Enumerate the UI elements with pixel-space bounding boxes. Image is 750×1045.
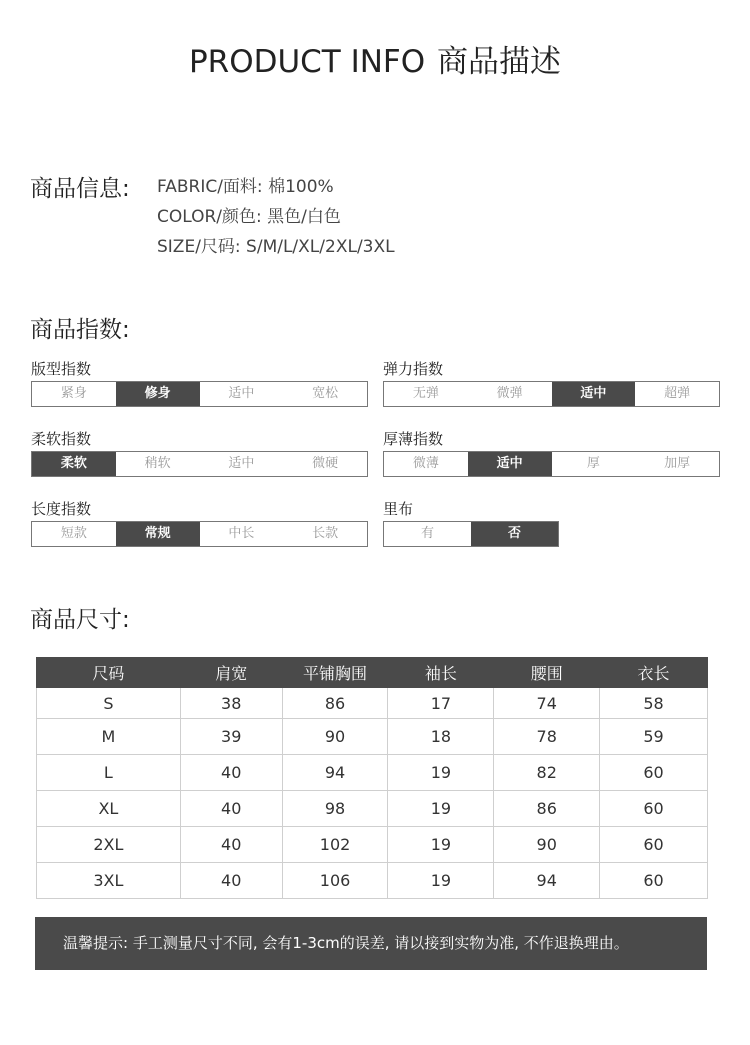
fabric-line: FABRIC/面料: 棉100% bbox=[157, 177, 334, 197]
index-option: 有 bbox=[420, 526, 434, 541]
table-cell: 3XL bbox=[37, 863, 181, 899]
table-cell: 94 bbox=[282, 755, 388, 791]
table-cell: 60 bbox=[600, 827, 708, 863]
table-cell: 39 bbox=[180, 719, 282, 755]
index-option-selected: 修身 bbox=[116, 382, 200, 406]
index-option: 厚 bbox=[586, 456, 600, 471]
table-cell: 102 bbox=[282, 827, 388, 863]
index-option: 中长 bbox=[228, 526, 255, 541]
index-label: 柔软指数 bbox=[31, 430, 92, 448]
table-cell: 19 bbox=[388, 863, 494, 899]
table-row bbox=[37, 755, 708, 791]
index-bar bbox=[383, 451, 720, 477]
table-cell: 74 bbox=[494, 688, 600, 719]
column-header: 腰围 bbox=[494, 658, 600, 688]
index-heading: 商品指数: bbox=[30, 317, 130, 343]
table-cell: 98 bbox=[282, 791, 388, 827]
table-cell: 106 bbox=[282, 863, 388, 899]
index-bar bbox=[383, 381, 720, 407]
index-label: 弹力指数 bbox=[383, 360, 444, 378]
index-bar bbox=[31, 381, 368, 407]
table-cell: 90 bbox=[494, 827, 600, 863]
table-cell: M bbox=[37, 719, 181, 755]
table-cell: 19 bbox=[388, 827, 494, 863]
size-table-body bbox=[37, 688, 708, 899]
info-heading: 商品信息: bbox=[30, 176, 130, 202]
table-cell: XL bbox=[37, 791, 181, 827]
table-row bbox=[37, 827, 708, 863]
index-group-lining bbox=[383, 499, 720, 547]
title-en: PRODUCT INFO bbox=[188, 44, 426, 80]
table-cell: 60 bbox=[600, 863, 708, 899]
column-header: 平铺胸围 bbox=[282, 658, 388, 688]
index-bar bbox=[31, 521, 368, 547]
index-option: 宽松 bbox=[312, 386, 339, 401]
index-option-selected: 否 bbox=[471, 522, 558, 546]
index-group-softness bbox=[31, 429, 368, 477]
table-cell: 2XL bbox=[37, 827, 181, 863]
size-table-header bbox=[37, 658, 708, 688]
column-header: 衣长 bbox=[600, 658, 708, 688]
index-option: 微硬 bbox=[312, 456, 339, 471]
column-header: 袖长 bbox=[388, 658, 494, 688]
index-label: 长度指数 bbox=[31, 500, 92, 518]
index-label: 厚薄指数 bbox=[383, 430, 444, 448]
index-option-selected: 柔软 bbox=[32, 452, 116, 476]
index-option: 超弹 bbox=[664, 386, 691, 401]
table-cell: 60 bbox=[600, 791, 708, 827]
table-cell: 94 bbox=[494, 863, 600, 899]
info-lines bbox=[157, 172, 395, 262]
table-cell: 17 bbox=[388, 688, 494, 719]
index-option-selected: 适中 bbox=[468, 452, 552, 476]
index-label: 里布 bbox=[383, 500, 414, 518]
index-group-length bbox=[31, 499, 368, 547]
table-cell: 38 bbox=[180, 688, 282, 719]
table-cell: 90 bbox=[282, 719, 388, 755]
index-option: 紧身 bbox=[60, 386, 87, 401]
table-cell: 58 bbox=[600, 688, 708, 719]
column-header: 尺码 bbox=[37, 658, 181, 688]
table-cell: 40 bbox=[180, 791, 282, 827]
table-row bbox=[37, 719, 708, 755]
index-group-fit bbox=[31, 359, 368, 407]
table-cell: 19 bbox=[388, 791, 494, 827]
table-row bbox=[37, 863, 708, 899]
table-cell: 40 bbox=[180, 863, 282, 899]
index-option: 适中 bbox=[228, 386, 255, 401]
size-line: SIZE/尺码: S/M/L/XL/2XL/3XL bbox=[157, 237, 395, 257]
table-cell: 60 bbox=[600, 755, 708, 791]
table-cell: 86 bbox=[282, 688, 388, 719]
table-cell: 40 bbox=[180, 755, 282, 791]
index-option: 适中 bbox=[228, 456, 255, 471]
table-cell: L bbox=[37, 755, 181, 791]
index-group-elasticity bbox=[383, 359, 720, 407]
index-option: 微薄 bbox=[412, 456, 439, 471]
index-bar bbox=[31, 451, 368, 477]
table-cell: 40 bbox=[180, 827, 282, 863]
table-cell: 78 bbox=[494, 719, 600, 755]
index-option: 稍软 bbox=[144, 456, 171, 471]
table-cell: 59 bbox=[600, 719, 708, 755]
table-row bbox=[37, 688, 708, 719]
table-cell: 18 bbox=[388, 719, 494, 755]
index-option: 无弹 bbox=[412, 386, 439, 401]
index-option-selected: 适中 bbox=[552, 382, 636, 406]
size-heading: 商品尺寸: bbox=[30, 607, 130, 633]
size-table bbox=[36, 657, 708, 899]
page-title bbox=[0, 36, 750, 81]
index-option-selected: 常规 bbox=[116, 522, 200, 546]
index-bar bbox=[383, 521, 559, 547]
index-option: 长款 bbox=[312, 526, 339, 541]
table-cell: 19 bbox=[388, 755, 494, 791]
table-cell: S bbox=[37, 688, 181, 719]
table-cell: 86 bbox=[494, 791, 600, 827]
index-option: 短款 bbox=[60, 526, 87, 541]
index-option: 加厚 bbox=[664, 456, 691, 471]
color-line: COLOR/颜色: 黑色/白色 bbox=[157, 207, 341, 227]
index-option: 微弹 bbox=[496, 386, 523, 401]
index-group-thickness bbox=[383, 429, 720, 477]
notice-banner: 温馨提示: 手工测量尺寸不同, 会有1-3cm的误差, 请以接到实物为准, 不作退换理由。 bbox=[35, 917, 707, 970]
index-label: 版型指数 bbox=[31, 360, 92, 378]
table-row bbox=[37, 791, 708, 827]
column-header: 肩宽 bbox=[180, 658, 282, 688]
table-cell: 82 bbox=[494, 755, 600, 791]
title-cn: 商品描述 bbox=[437, 44, 562, 80]
